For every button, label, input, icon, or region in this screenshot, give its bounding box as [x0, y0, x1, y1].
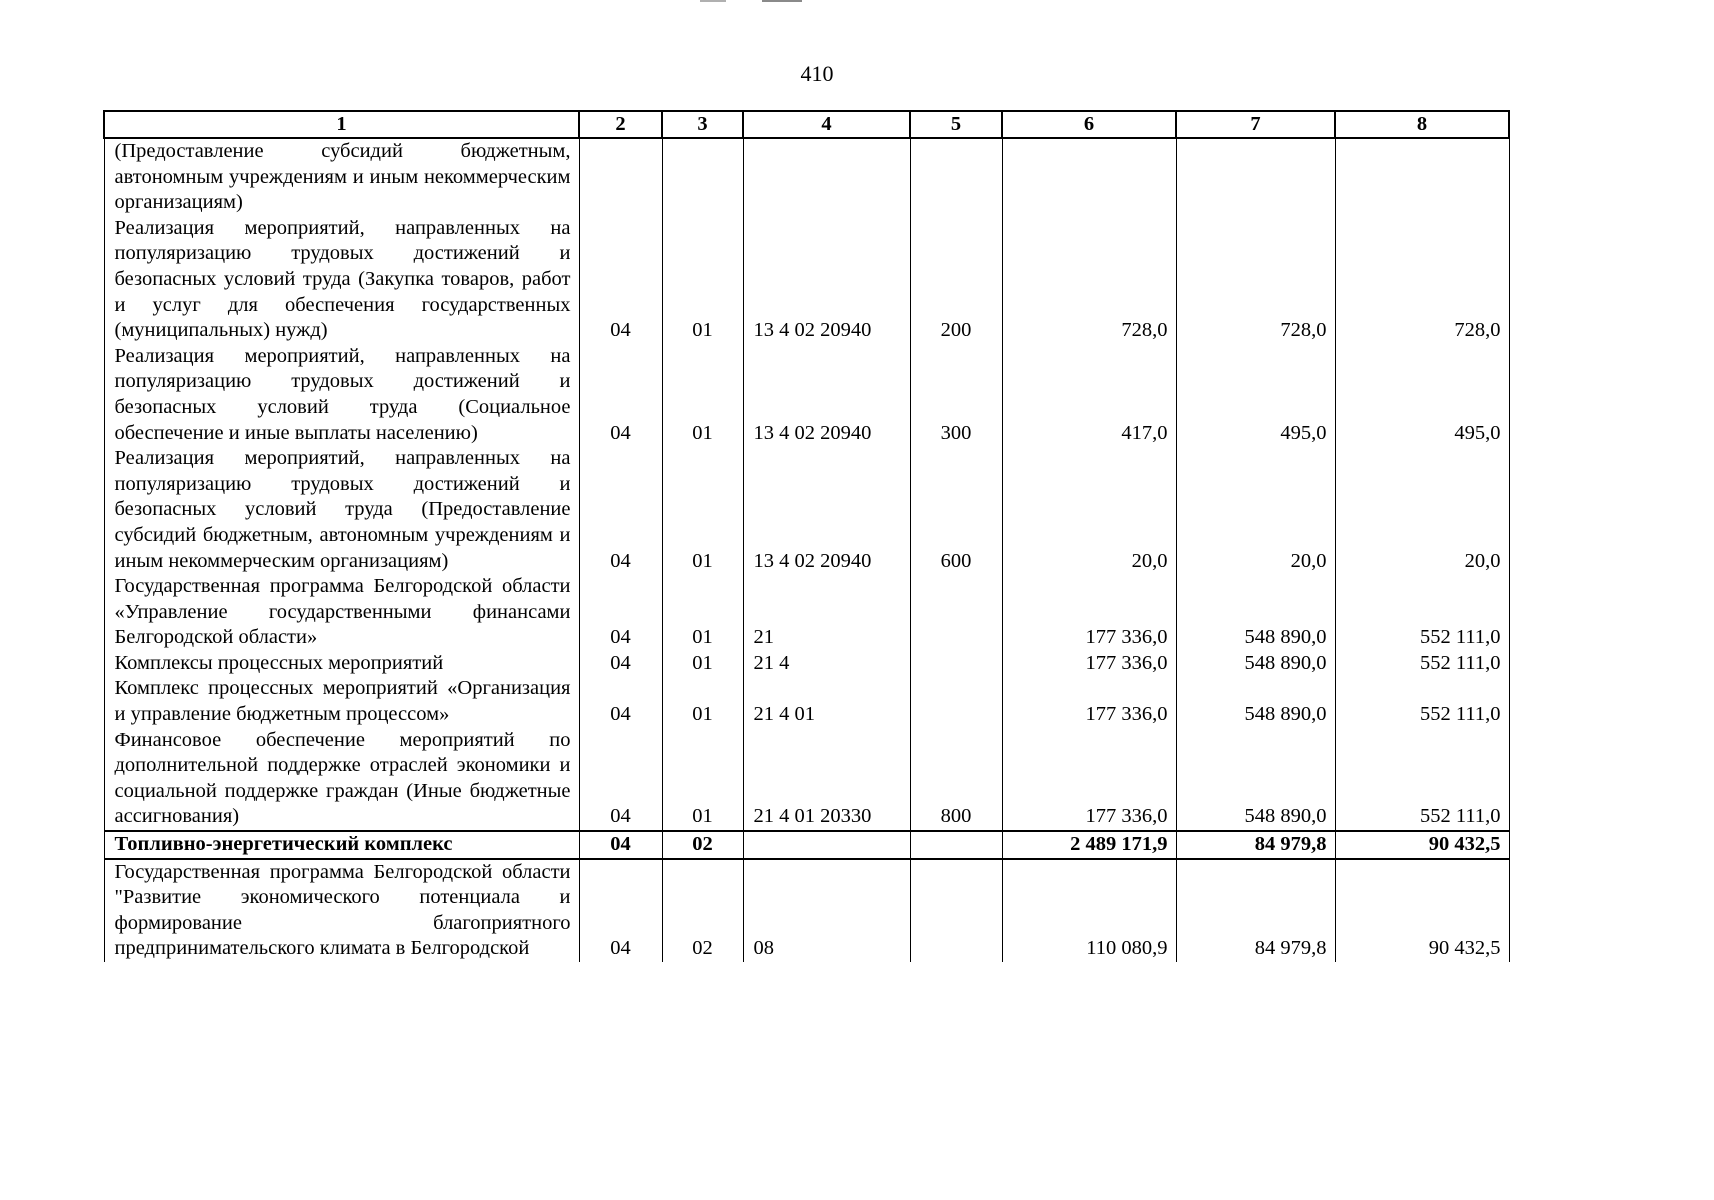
- subsection-code-cell: 01: [662, 676, 743, 727]
- section-code-cell: [579, 138, 662, 216]
- expense-type-cell: [910, 138, 1002, 216]
- item-name-cell: Финансовое обеспечение мероприятий по дополнительной поддержке отраслей экономики и социальной поддержке граждан (Иные бюджетные ассигнования): [104, 728, 579, 831]
- amount-col7-cell: 84 979,8: [1176, 859, 1335, 962]
- target-article-cell: 21 4 01: [743, 676, 910, 727]
- table-row: [104, 651, 1509, 677]
- amount-col8-cell: 20,0: [1335, 446, 1509, 574]
- amount-col6-cell: 20,0: [1002, 446, 1176, 574]
- target-article-cell: [743, 831, 910, 859]
- table-row: [104, 216, 1509, 344]
- section-code-cell: 04: [579, 216, 662, 344]
- item-name-cell: Комплекс процессных мероприятий «Организация и управление бюджетным процессом»: [104, 676, 579, 727]
- section-code-cell: 04: [579, 446, 662, 574]
- column-header: 6: [1002, 111, 1176, 138]
- amount-col7-cell: [1176, 138, 1335, 216]
- expense-type-cell: 800: [910, 728, 1002, 831]
- subsection-code-cell: 01: [662, 216, 743, 344]
- section-code-cell: 04: [579, 859, 662, 962]
- expense-type-cell: 300: [910, 344, 1002, 446]
- item-name-cell: Комплексы процессных мероприятий: [104, 651, 579, 677]
- amount-col6-cell: 177 336,0: [1002, 676, 1176, 727]
- subsection-code-cell: 01: [662, 446, 743, 574]
- expense-type-cell: [910, 859, 1002, 962]
- expense-type-cell: [910, 676, 1002, 727]
- table-row: [104, 728, 1509, 831]
- target-article-cell: 21 4 01 20330: [743, 728, 910, 831]
- subsection-code-cell: [662, 138, 743, 216]
- subsection-code-cell: 01: [662, 651, 743, 677]
- column-header: 7: [1176, 111, 1335, 138]
- column-header: 5: [910, 111, 1002, 138]
- amount-col6-cell: 728,0: [1002, 216, 1176, 344]
- scan-artifact: [700, 0, 726, 2]
- section-code-cell: 04: [579, 651, 662, 677]
- amount-col6-cell: 177 336,0: [1002, 651, 1176, 677]
- column-header: 3: [662, 111, 743, 138]
- column-header: 4: [743, 111, 910, 138]
- amount-col8-cell: 495,0: [1335, 344, 1509, 446]
- amount-col8-cell: 552 111,0: [1335, 676, 1509, 727]
- amount-col6-cell: 177 336,0: [1002, 574, 1176, 651]
- amount-col7-cell: 495,0: [1176, 344, 1335, 446]
- item-name-cell: Реализация мероприятий, направленных на популяризацию трудовых достижений и безопасных условий труда (Предоставление субсидий бюджетным, автономным учреждениям и иным некоммерческим организациям): [104, 446, 579, 574]
- amount-col7-cell: 548 890,0: [1176, 728, 1335, 831]
- target-article-cell: 08: [743, 859, 910, 962]
- table-row: [104, 859, 1509, 962]
- amount-col7-cell: 20,0: [1176, 446, 1335, 574]
- amount-col8-cell: 552 111,0: [1335, 651, 1509, 677]
- table-body: [104, 138, 1509, 962]
- item-name-cell: Реализация мероприятий, направленных на популяризацию трудовых достижений и безопасных условий труда (Закупка товаров, работ и услуг для обеспечения государственных (муниципальных) нужд): [104, 216, 579, 344]
- item-name-cell: Топливно-энергетический комплекс: [104, 831, 579, 859]
- subsection-code-cell: 01: [662, 574, 743, 651]
- budget-table: [103, 110, 1510, 962]
- table-row: [104, 574, 1509, 651]
- table-row: [104, 138, 1509, 216]
- amount-col6-cell: 417,0: [1002, 344, 1176, 446]
- amount-col7-cell: 84 979,8: [1176, 831, 1335, 859]
- target-article-cell: 13 4 02 20940: [743, 344, 910, 446]
- subsection-code-cell: 02: [662, 859, 743, 962]
- item-name-cell: (Предоставление субсидий бюджетным, автономным учреждениям и иным некоммерческим организациям): [104, 138, 579, 216]
- item-name-cell: Государственная программа Белгородской области «Управление государственными финансами Белгородской области»: [104, 574, 579, 651]
- expense-type-cell: 200: [910, 216, 1002, 344]
- amount-col8-cell: 552 111,0: [1335, 728, 1509, 831]
- section-code-cell: 04: [579, 728, 662, 831]
- amount-col6-cell: 177 336,0: [1002, 728, 1176, 831]
- expense-type-cell: [910, 831, 1002, 859]
- section-code-cell: 04: [579, 344, 662, 446]
- amount-col7-cell: 548 890,0: [1176, 574, 1335, 651]
- section-code-cell: 04: [579, 676, 662, 727]
- target-article-cell: 13 4 02 20940: [743, 216, 910, 344]
- target-article-cell: [743, 138, 910, 216]
- expense-type-cell: 600: [910, 446, 1002, 574]
- expense-type-cell: [910, 651, 1002, 677]
- scan-artifact: [762, 0, 802, 2]
- expense-type-cell: [910, 574, 1002, 651]
- amount-col7-cell: 548 890,0: [1176, 676, 1335, 727]
- target-article-cell: 13 4 02 20940: [743, 446, 910, 574]
- amount-col6-cell: 110 080,9: [1002, 859, 1176, 962]
- subsection-code-cell: 01: [662, 344, 743, 446]
- amount-col8-cell: 90 432,5: [1335, 859, 1509, 962]
- amount-col6-cell: [1002, 138, 1176, 216]
- section-code-cell: 04: [579, 831, 662, 859]
- target-article-cell: 21 4: [743, 651, 910, 677]
- table-header-row: [104, 111, 1509, 138]
- column-header: 8: [1335, 111, 1509, 138]
- column-header: 1: [104, 111, 579, 138]
- amount-col7-cell: 548 890,0: [1176, 651, 1335, 677]
- target-article-cell: 21: [743, 574, 910, 651]
- amount-col8-cell: 552 111,0: [1335, 574, 1509, 651]
- subsection-code-cell: 02: [662, 831, 743, 859]
- item-name-cell: Государственная программа Белгородской области "Развитие экономического потенциала и формирование благоприятного предпринимательского климата в Белгородской: [104, 859, 579, 962]
- amount-col8-cell: 90 432,5: [1335, 831, 1509, 859]
- amount-col8-cell: 728,0: [1335, 216, 1509, 344]
- amount-col7-cell: 728,0: [1176, 216, 1335, 344]
- table-row: [104, 446, 1509, 574]
- item-name-cell: Реализация мероприятий, направленных на популяризацию трудовых достижений и безопасных условий труда (Социальное обеспечение и иные выплаты населению): [104, 344, 579, 446]
- table-row: [104, 831, 1509, 859]
- amount-col6-cell: 2 489 171,9: [1002, 831, 1176, 859]
- page-number: 410: [800, 61, 834, 86]
- subsection-code-cell: 01: [662, 728, 743, 831]
- table-row: [104, 344, 1509, 446]
- table-row: [104, 676, 1509, 727]
- section-code-cell: 04: [579, 574, 662, 651]
- column-header: 2: [579, 111, 662, 138]
- amount-col8-cell: [1335, 138, 1509, 216]
